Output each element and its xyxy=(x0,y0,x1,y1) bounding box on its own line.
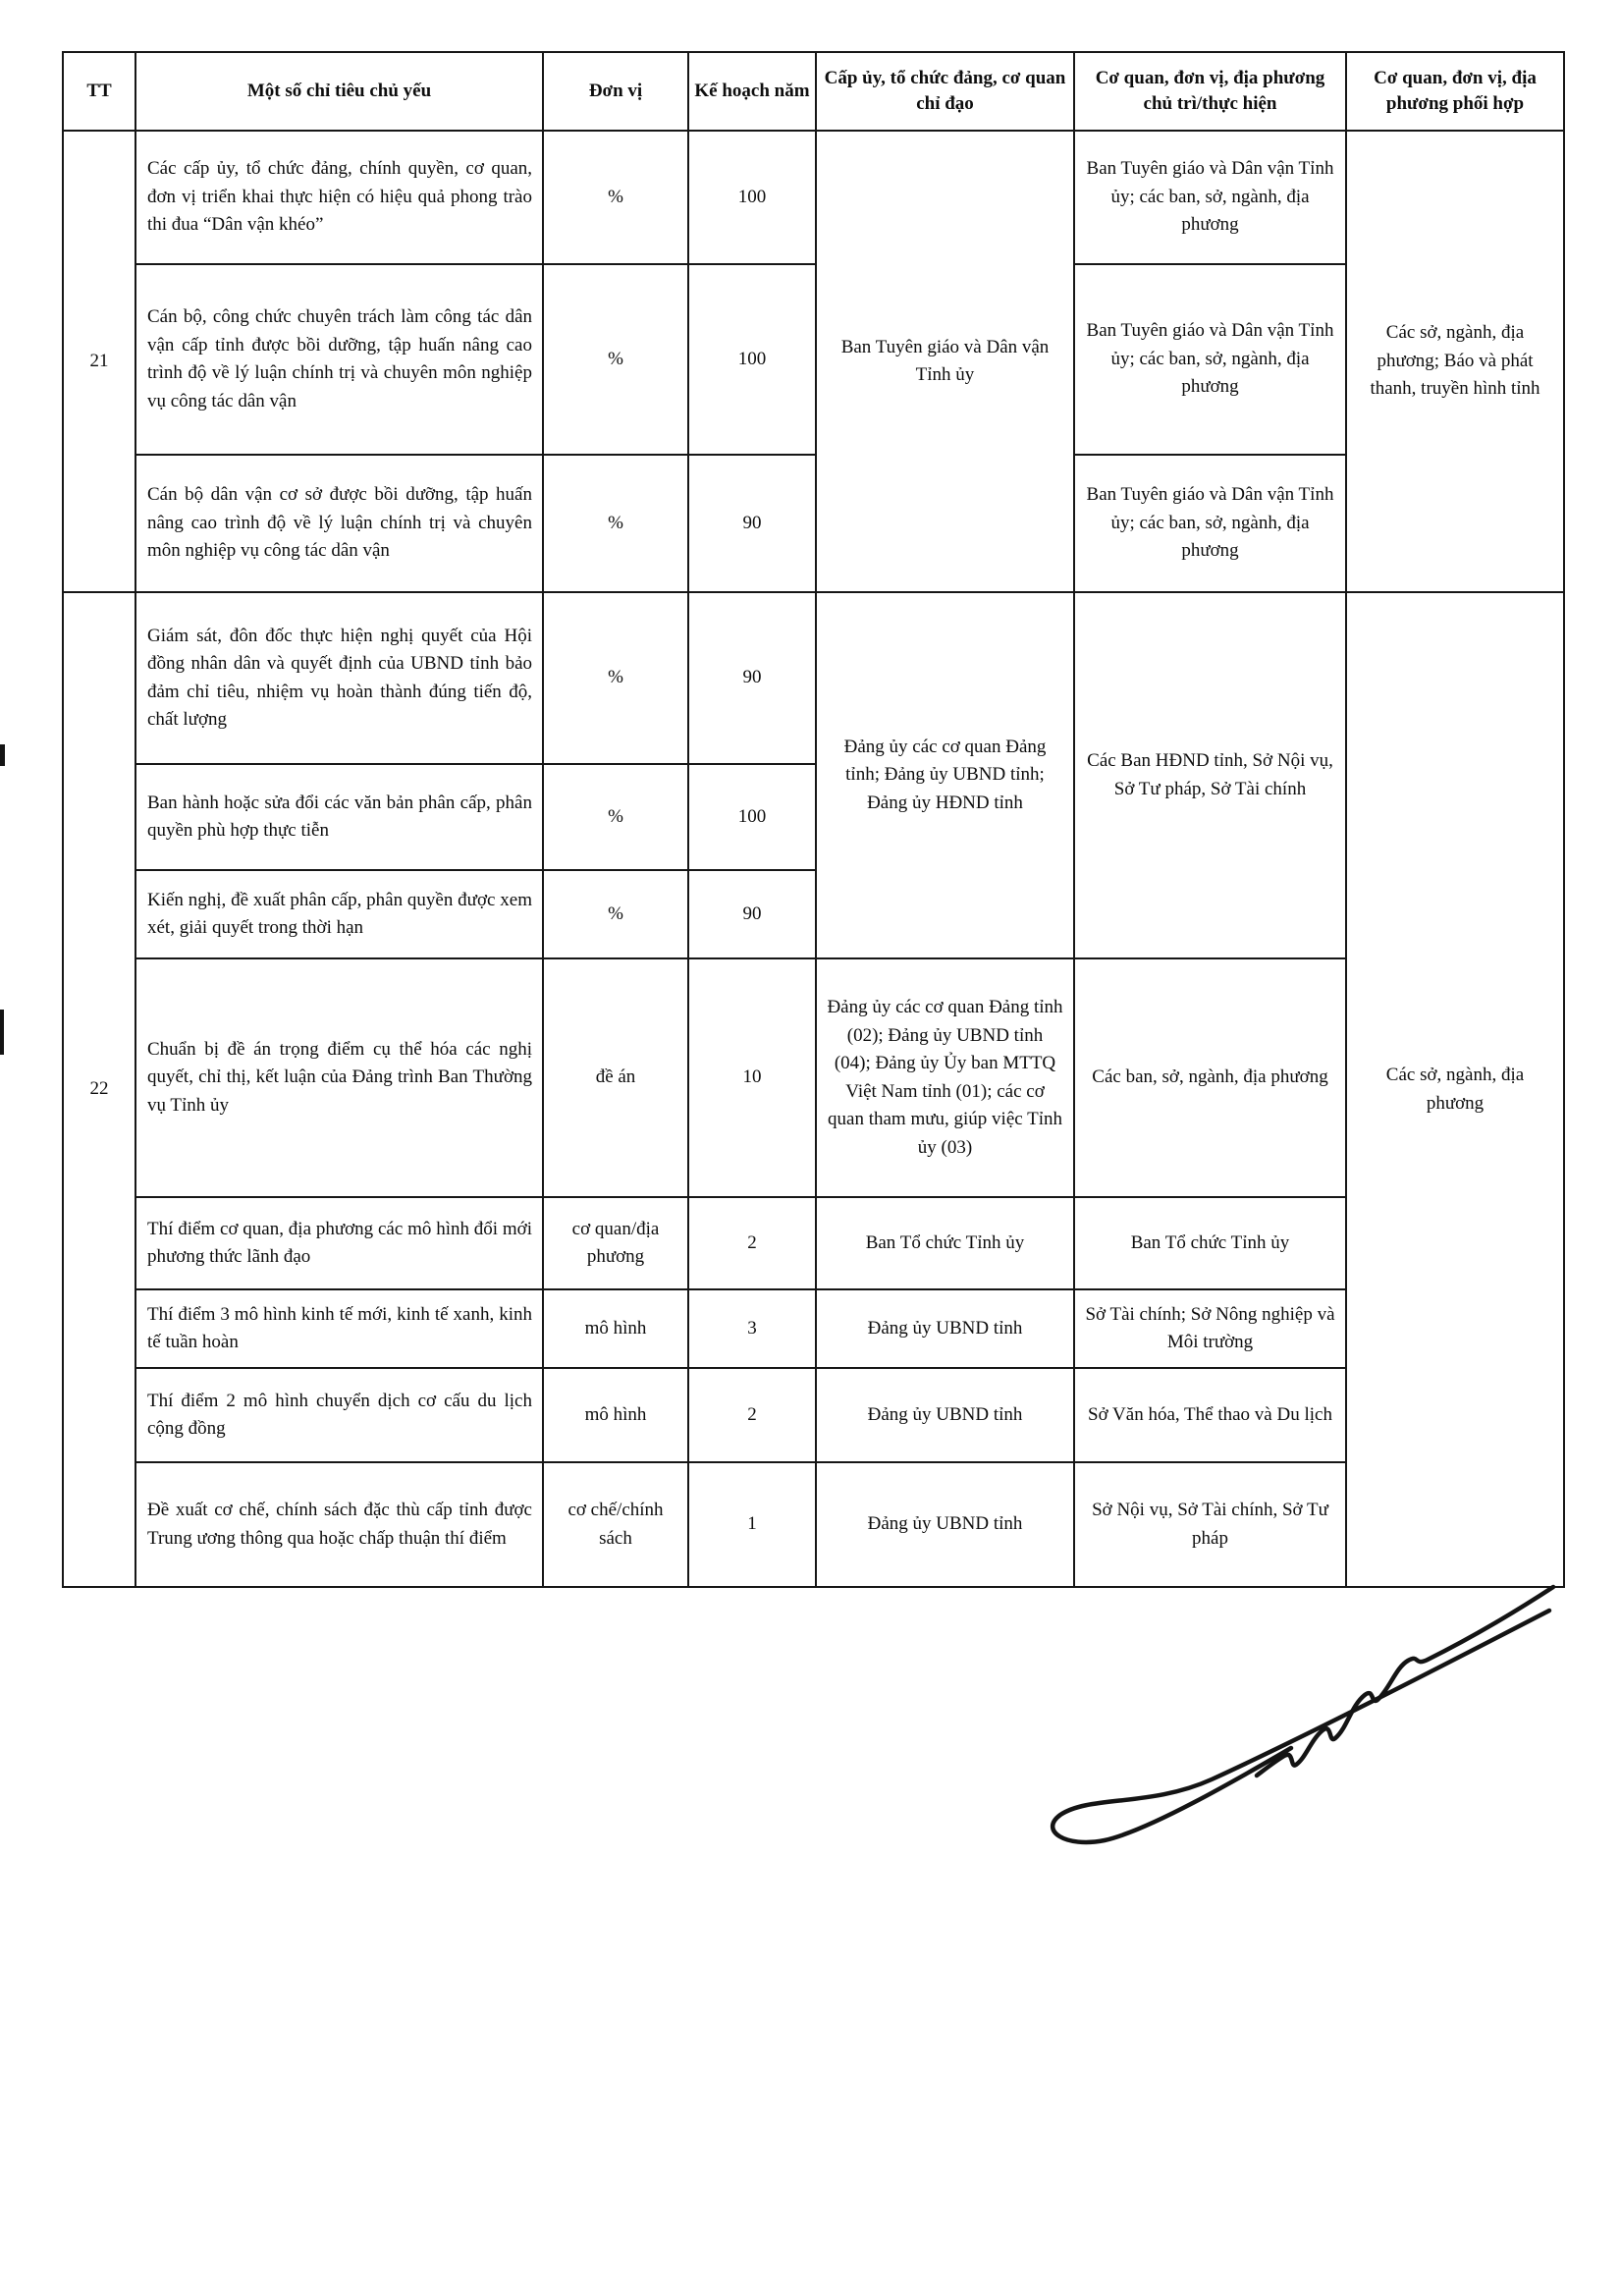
scan-edge-mark xyxy=(0,1010,4,1055)
cell-tt: 21 xyxy=(63,131,135,592)
cell-implementer: Ban Tuyên giáo và Dân vận Tỉnh ủy; các ban, sở, ngành, địa phương xyxy=(1074,264,1346,455)
table-row xyxy=(63,958,1564,1197)
cell-coordinator: Các sở, ngành, địa phương; Báo và phát thanh, truyền hình tỉnh xyxy=(1346,131,1564,592)
cell-plan: 10 xyxy=(688,958,816,1197)
cell-lead-agency: Đảng ủy các cơ quan Đảng tỉnh (02); Đảng ủy UBND tỉnh (04); Đảng ủy Ủy ban MTTQ Việt Nam tỉnh (01); các cơ quan tham mưu, giúp việc Tỉnh ủy (03) xyxy=(816,958,1074,1197)
cell-lead-agency: Ban Tổ chức Tỉnh ủy xyxy=(816,1197,1074,1289)
table-row xyxy=(63,1197,1564,1289)
cell-implementer: Sở Nội vụ, Sở Tài chính, Sở Tư pháp xyxy=(1074,1462,1346,1587)
table-row xyxy=(63,1289,1564,1368)
cell-criterion: Cán bộ dân vận cơ sở được bồi dưỡng, tập huấn nâng cao trình độ về lý luận chính trị và chuyên môn nghiệp vụ công tác dân vận xyxy=(135,455,543,592)
cell-criterion: Đề xuất cơ chế, chính sách đặc thù cấp tỉnh được Trung ương thông qua hoặc chấp thuận thí điểm xyxy=(135,1462,543,1587)
cell-lead-agency: Đảng ủy UBND tỉnh xyxy=(816,1368,1074,1462)
table-header-row xyxy=(63,52,1564,131)
signature-icon xyxy=(1011,1569,1561,1854)
cell-plan: 100 xyxy=(688,264,816,455)
cell-implementer: Sở Văn hóa, Thể thao và Du lịch xyxy=(1074,1368,1346,1462)
cell-plan: 2 xyxy=(688,1368,816,1462)
cell-implementer: Ban Tổ chức Tỉnh ủy xyxy=(1074,1197,1346,1289)
cell-implementer: Các ban, sở, ngành, địa phương xyxy=(1074,958,1346,1197)
table-row xyxy=(63,455,1564,592)
col-header-implementer: Cơ quan, đơn vị, địa phương chủ trì/thực hiện xyxy=(1074,52,1346,131)
cell-lead-agency: Đảng ủy UBND tỉnh xyxy=(816,1289,1074,1368)
cell-plan: 1 xyxy=(688,1462,816,1587)
cell-plan: 3 xyxy=(688,1289,816,1368)
cell-unit: % xyxy=(543,455,688,592)
cell-criterion: Chuẩn bị đề án trọng điểm cụ thể hóa các nghị quyết, chỉ thị, kết luận của Đảng trình Ban Thường vụ Tỉnh ủy xyxy=(135,958,543,1197)
table-row xyxy=(63,131,1564,264)
col-header-criterion: Một số chỉ tiêu chủ yếu xyxy=(135,52,543,131)
cell-lead-agency: Đảng ủy các cơ quan Đảng tỉnh; Đảng ủy UBND tỉnh; Đảng ủy HĐND tỉnh xyxy=(816,592,1074,958)
cell-criterion: Kiến nghị, đề xuất phân cấp, phân quyền được xem xét, giải quyết trong thời hạn xyxy=(135,870,543,958)
cell-lead-agency: Đảng ủy UBND tỉnh xyxy=(816,1462,1074,1587)
cell-unit: mô hình xyxy=(543,1289,688,1368)
cell-plan: 90 xyxy=(688,592,816,764)
cell-coordinator: Các sở, ngành, địa phương xyxy=(1346,592,1564,1587)
cell-implementer: Các Ban HĐND tỉnh, Sở Nội vụ, Sở Tư pháp, Sở Tài chính xyxy=(1074,592,1346,958)
col-header-tt: TT xyxy=(63,52,135,131)
cell-criterion: Ban hành hoặc sửa đổi các văn bản phân cấp, phân quyền phù hợp thực tiễn xyxy=(135,764,543,870)
cell-unit: % xyxy=(543,131,688,264)
cell-unit: đề án xyxy=(543,958,688,1197)
cell-implementer: Ban Tuyên giáo và Dân vận Tỉnh ủy; các ban, sở, ngành, địa phương xyxy=(1074,455,1346,592)
table-row xyxy=(63,264,1564,455)
col-header-unit: Đơn vị xyxy=(543,52,688,131)
cell-criterion: Cán bộ, công chức chuyên trách làm công tác dân vận cấp tỉnh được bồi dưỡng, tập huấn nâng cao trình độ về lý luận chính trị và chuyên môn nghiệp vụ công tác dân vận xyxy=(135,264,543,455)
cell-unit: % xyxy=(543,264,688,455)
cell-unit: % xyxy=(543,764,688,870)
cell-lead-agency: Ban Tuyên giáo và Dân vận Tỉnh ủy xyxy=(816,131,1074,592)
cell-tt: 22 xyxy=(63,592,135,1587)
cell-unit: % xyxy=(543,592,688,764)
col-header-lead-agency: Cấp ủy, tổ chức đảng, cơ quan chỉ đạo xyxy=(816,52,1074,131)
cell-plan: 90 xyxy=(688,455,816,592)
cell-criterion: Giám sát, đôn đốc thực hiện nghị quyết của Hội đồng nhân dân và quyết định của UBND tỉnh bảo đảm chỉ tiêu, nhiệm vụ hoàn thành đúng tiến độ, chất lượng xyxy=(135,592,543,764)
cell-criterion: Thí điểm cơ quan, địa phương các mô hình đổi mới phương thức lãnh đạo xyxy=(135,1197,543,1289)
cell-unit: cơ chế/chính sách xyxy=(543,1462,688,1587)
table-row xyxy=(63,592,1564,764)
cell-criterion: Các cấp ủy, tổ chức đảng, chính quyền, cơ quan, đơn vị triển khai thực hiện có hiệu quả phong trào thi đua “Dân vận khéo” xyxy=(135,131,543,264)
cell-plan: 2 xyxy=(688,1197,816,1289)
table-row xyxy=(63,1462,1564,1587)
cell-criterion: Thí điểm 2 mô hình chuyển dịch cơ cấu du lịch cộng đồng xyxy=(135,1368,543,1462)
cell-plan: 100 xyxy=(688,131,816,264)
cell-unit: cơ quan/địa phương xyxy=(543,1197,688,1289)
table-row xyxy=(63,1368,1564,1462)
scan-edge-mark xyxy=(0,744,5,766)
cell-plan: 100 xyxy=(688,764,816,870)
cell-unit: mô hình xyxy=(543,1368,688,1462)
cell-implementer: Ban Tuyên giáo và Dân vận Tỉnh ủy; các ban, sở, ngành, địa phương xyxy=(1074,131,1346,264)
targets-table xyxy=(62,51,1565,1588)
col-header-coordinator: Cơ quan, đơn vị, địa phương phối hợp xyxy=(1346,52,1564,131)
cell-implementer: Sở Tài chính; Sở Nông nghiệp và Môi trường xyxy=(1074,1289,1346,1368)
col-header-plan: Kế hoạch năm xyxy=(688,52,816,131)
cell-unit: % xyxy=(543,870,688,958)
cell-criterion: Thí điểm 3 mô hình kinh tế mới, kinh tế xanh, kinh tế tuần hoàn xyxy=(135,1289,543,1368)
cell-plan: 90 xyxy=(688,870,816,958)
